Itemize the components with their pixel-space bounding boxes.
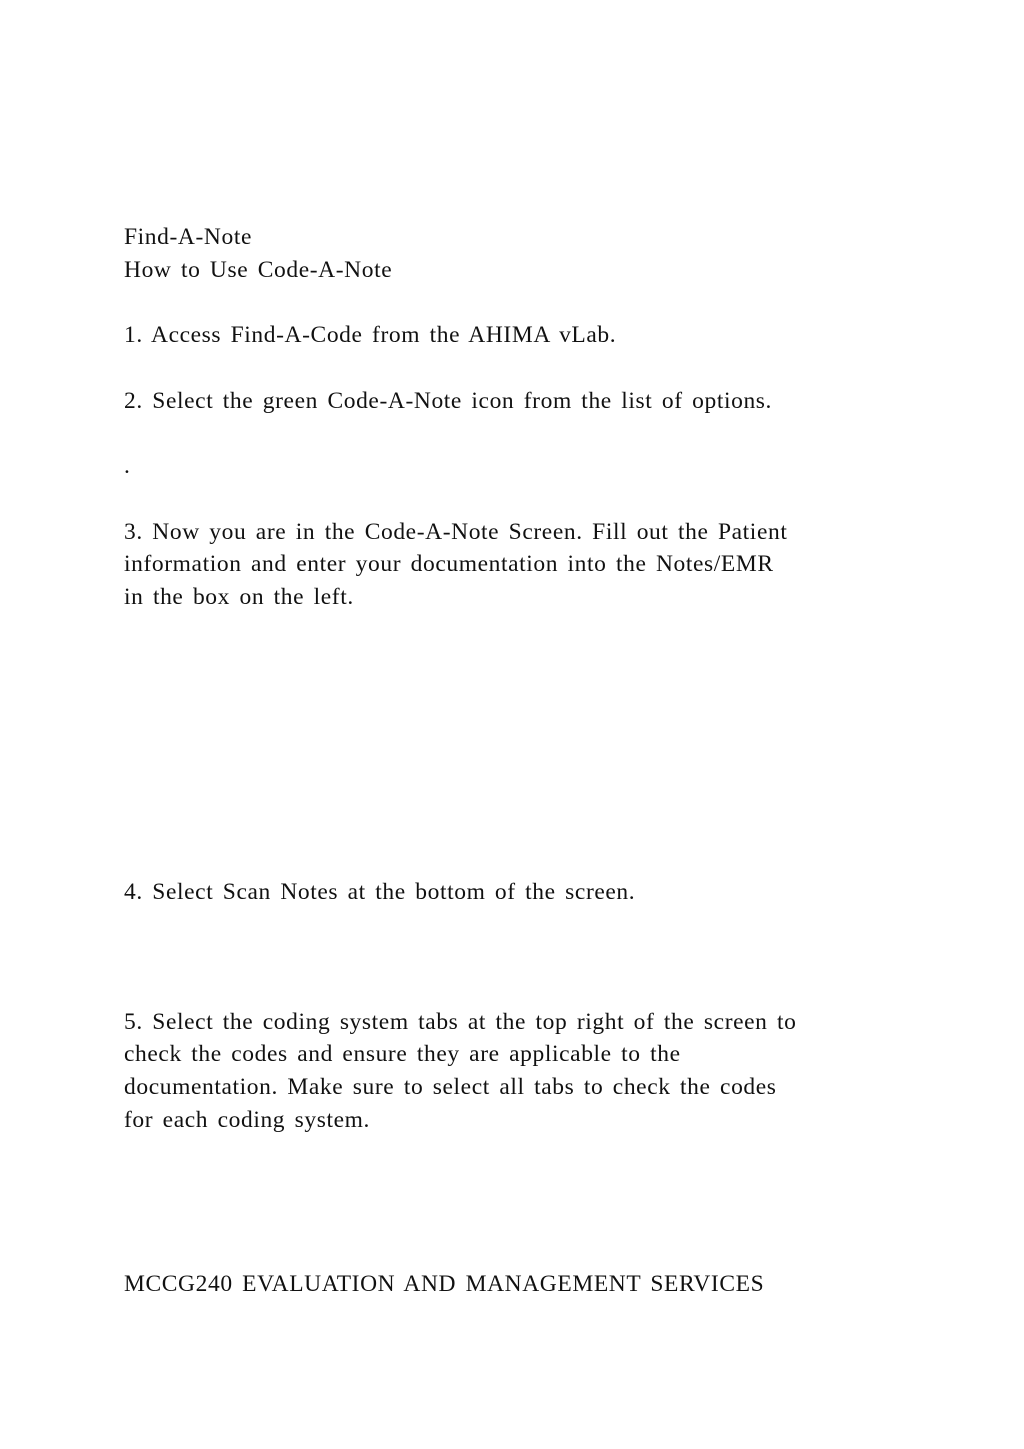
- separator-dot: .: [124, 453, 131, 479]
- step-5-line-2: check the codes and ensure they are applicable to the: [124, 1041, 681, 1067]
- document-title: Find-A-Note: [124, 224, 253, 250]
- step-2: 2. Select the green Code-A-Note icon from the list of options.: [124, 388, 773, 414]
- step-3-line-1: 3. Now you are in the Code-A-Note Screen. Fill out the Patient: [124, 519, 788, 545]
- document-subtitle: How to Use Code-A-Note: [124, 257, 393, 283]
- step-1: 1. Access Find-A-Code from the AHIMA vLab.: [124, 322, 617, 348]
- step-3-line-2: information and enter your documentation into the Notes/EMR: [124, 551, 774, 577]
- step-3-line-3: in the box on the left.: [124, 584, 354, 610]
- step-5-line-4: for each coding system.: [124, 1107, 370, 1133]
- step-5-line-1: 5. Select the coding system tabs at the top right of the screen to: [124, 1009, 797, 1035]
- course-footer: MCCG240 EVALUATION AND MANAGEMENT SERVICES: [124, 1271, 765, 1297]
- step-5-line-3: documentation. Make sure to select all tabs to check the codes: [124, 1074, 777, 1100]
- step-4: 4. Select Scan Notes at the bottom of the screen.: [124, 879, 636, 905]
